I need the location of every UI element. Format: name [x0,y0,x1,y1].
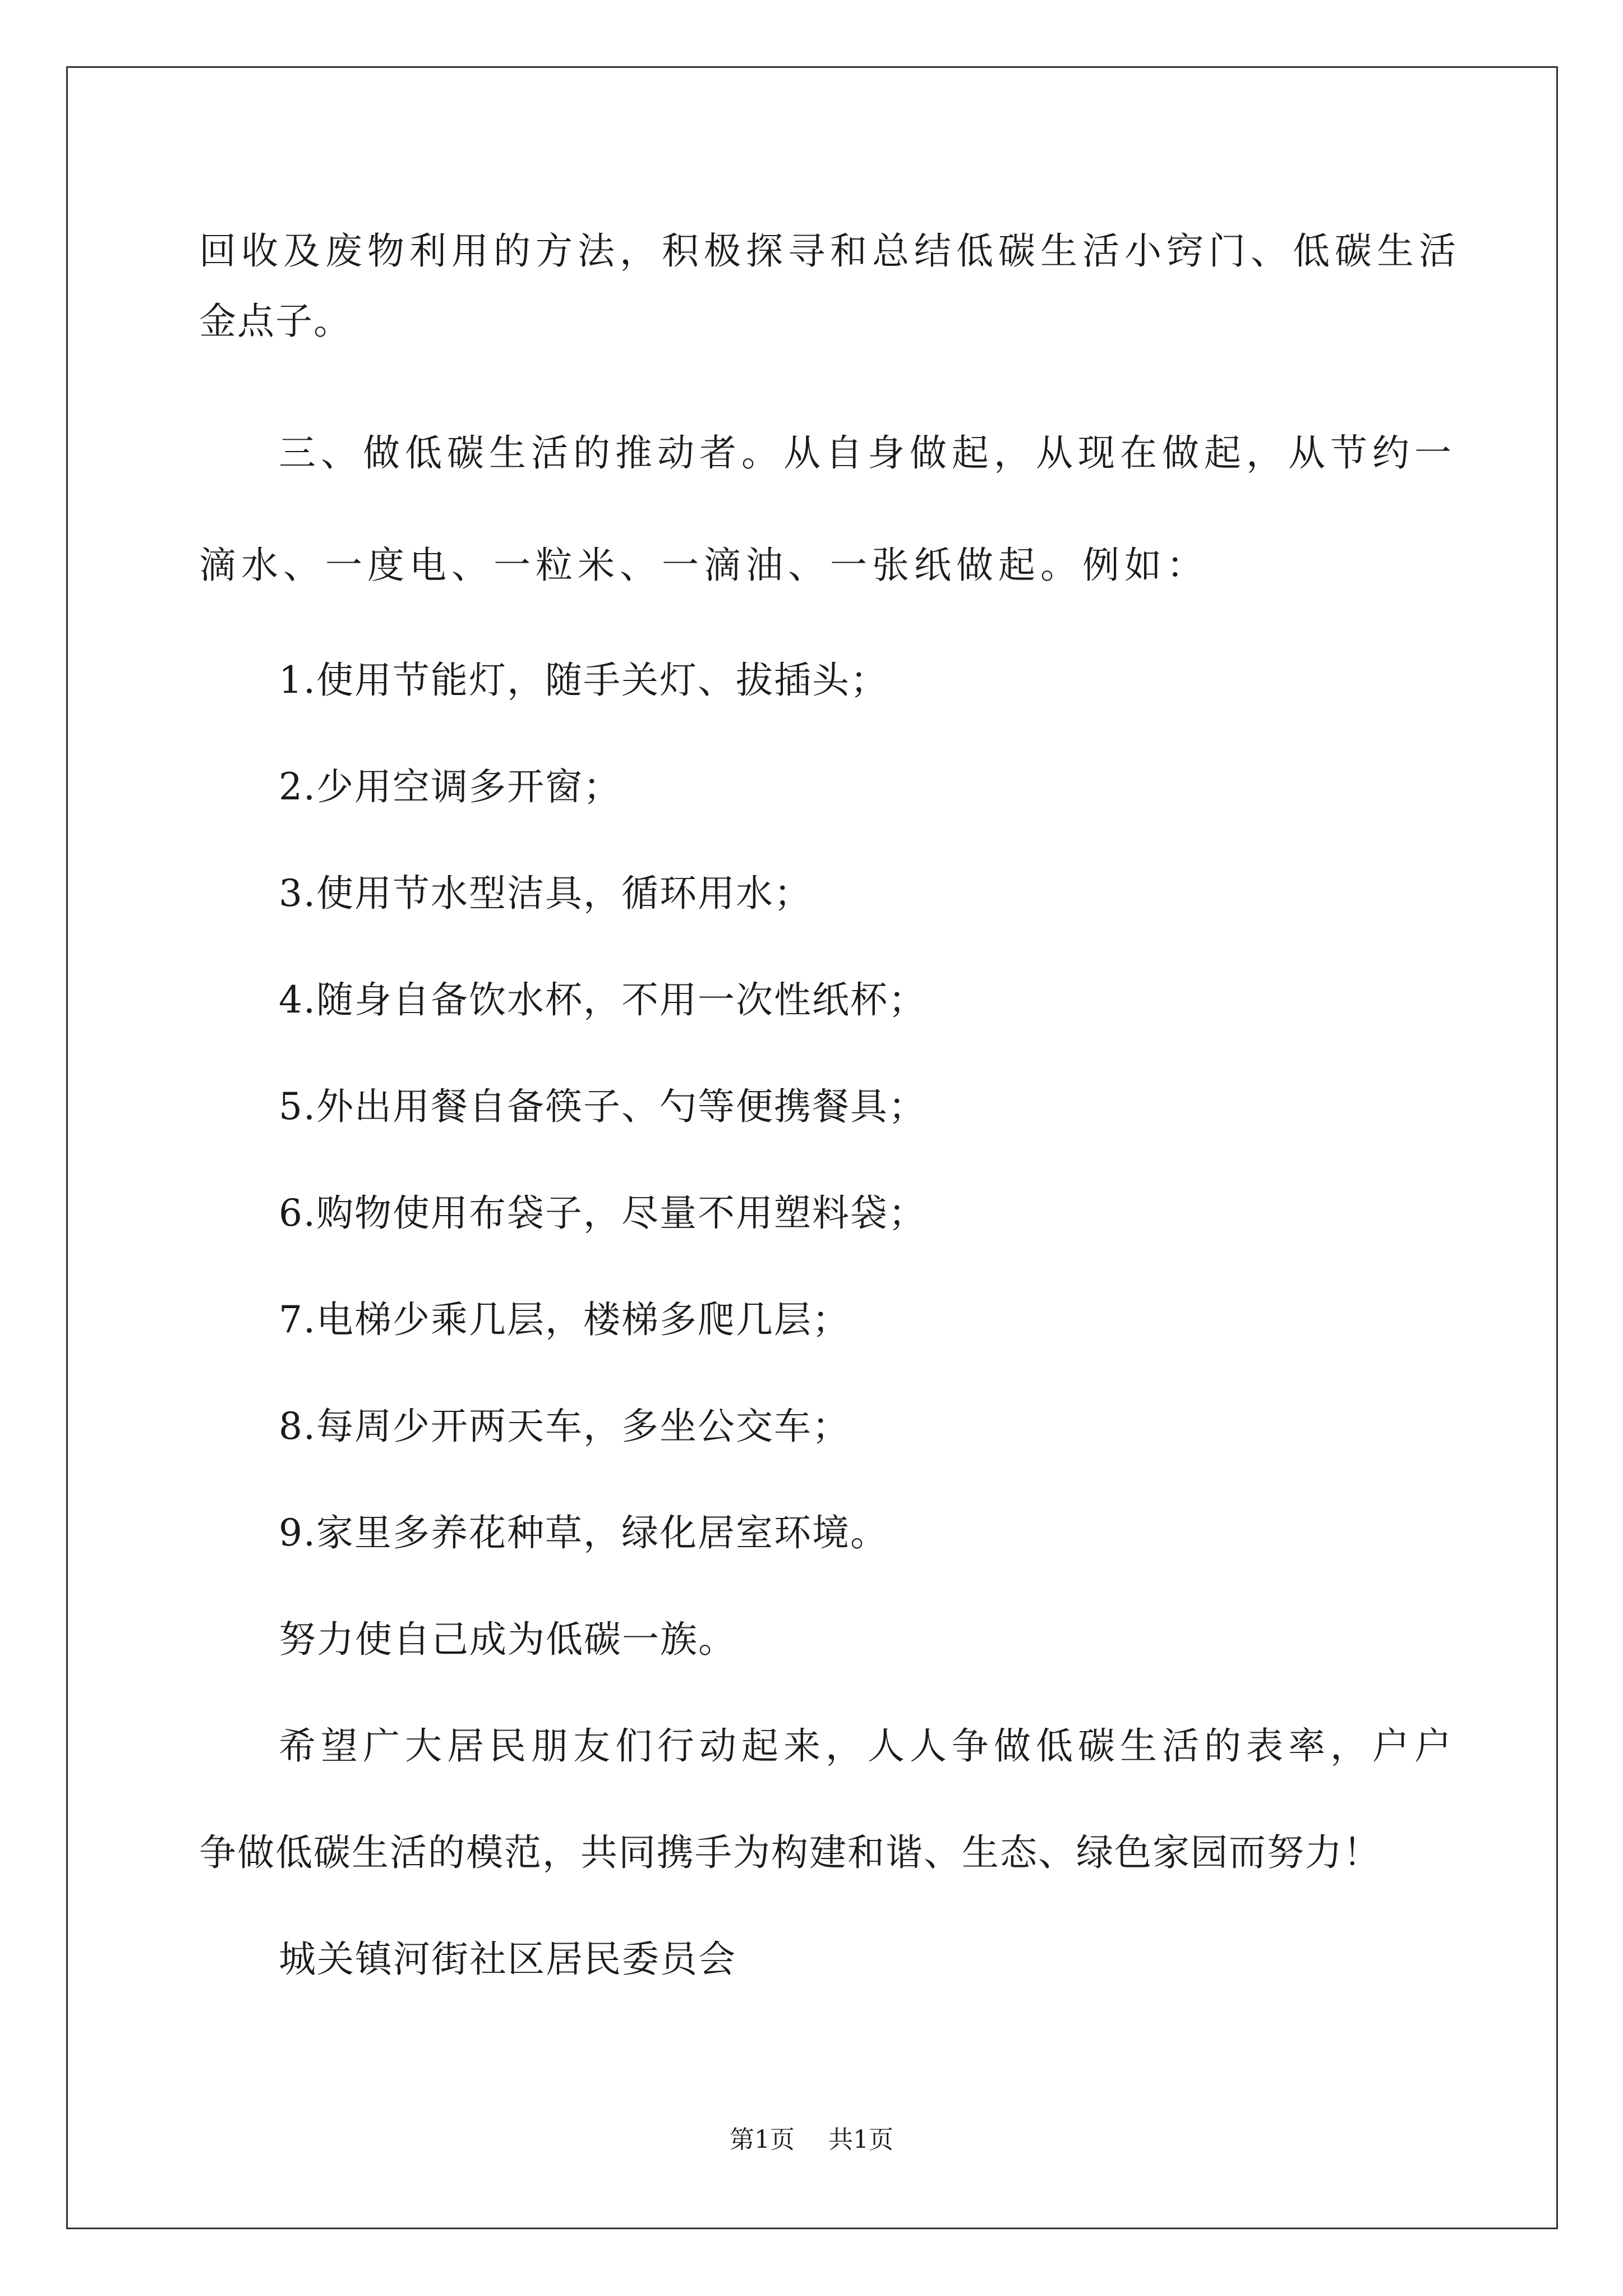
list-item: 7.电梯少乘几层，楼梯多爬几层； [279,1298,850,1341]
page-total: 共1页 [828,2125,893,2154]
list-item: 6.购物使用布袋子，尽量不用塑料袋； [279,1191,926,1235]
list-item: 9.家里多养花种草，绿化居室环境。 [279,1511,888,1554]
signature-line: 城关镇河街社区居民委员会 [279,1938,736,1981]
list-item: 2.少用空调多开窗； [279,765,621,808]
page-footer [0,2126,1623,2154]
list-item: 3.使用节水型洁具，循环用水； [279,872,812,915]
list-item: 5.外出用餐自备筷子、勺等便携餐具； [279,1085,926,1128]
paragraph-line: 滴水、一度电、一粒米、一滴油、一张纸做起。例如： [199,544,1209,587]
paragraph-line: 回收及废物利用的方法，积极探寻和总结低碳生活小窍门、低碳生活 [199,229,1461,273]
paragraph-line: 三、做低碳生活的推动者。从自身做起，从现在做起，从节约一 [279,431,1456,475]
list-item: 8.每周少开两天车，多坐公交车； [279,1405,850,1448]
paragraph-line: 争做低碳生活的模范，共同携手为构建和谐、生态、绿色家园而努力！ [199,1831,1381,1874]
paragraph-line: 努力使自己成为低碳一族。 [279,1618,736,1661]
page-frame [66,66,1558,2229]
page-number: 第1页 [730,2125,795,2154]
list-item: 1.使用节能灯，随手关灯、拔插头； [279,659,888,702]
list-item: 4.随身自备饮水杯，不用一次性纸杯； [279,978,926,1022]
paragraph-line: 希望广大居民朋友们行动起来，人人争做低碳生活的表率，户户 [279,1724,1456,1768]
paragraph-line: 金点子。 [199,300,352,343]
